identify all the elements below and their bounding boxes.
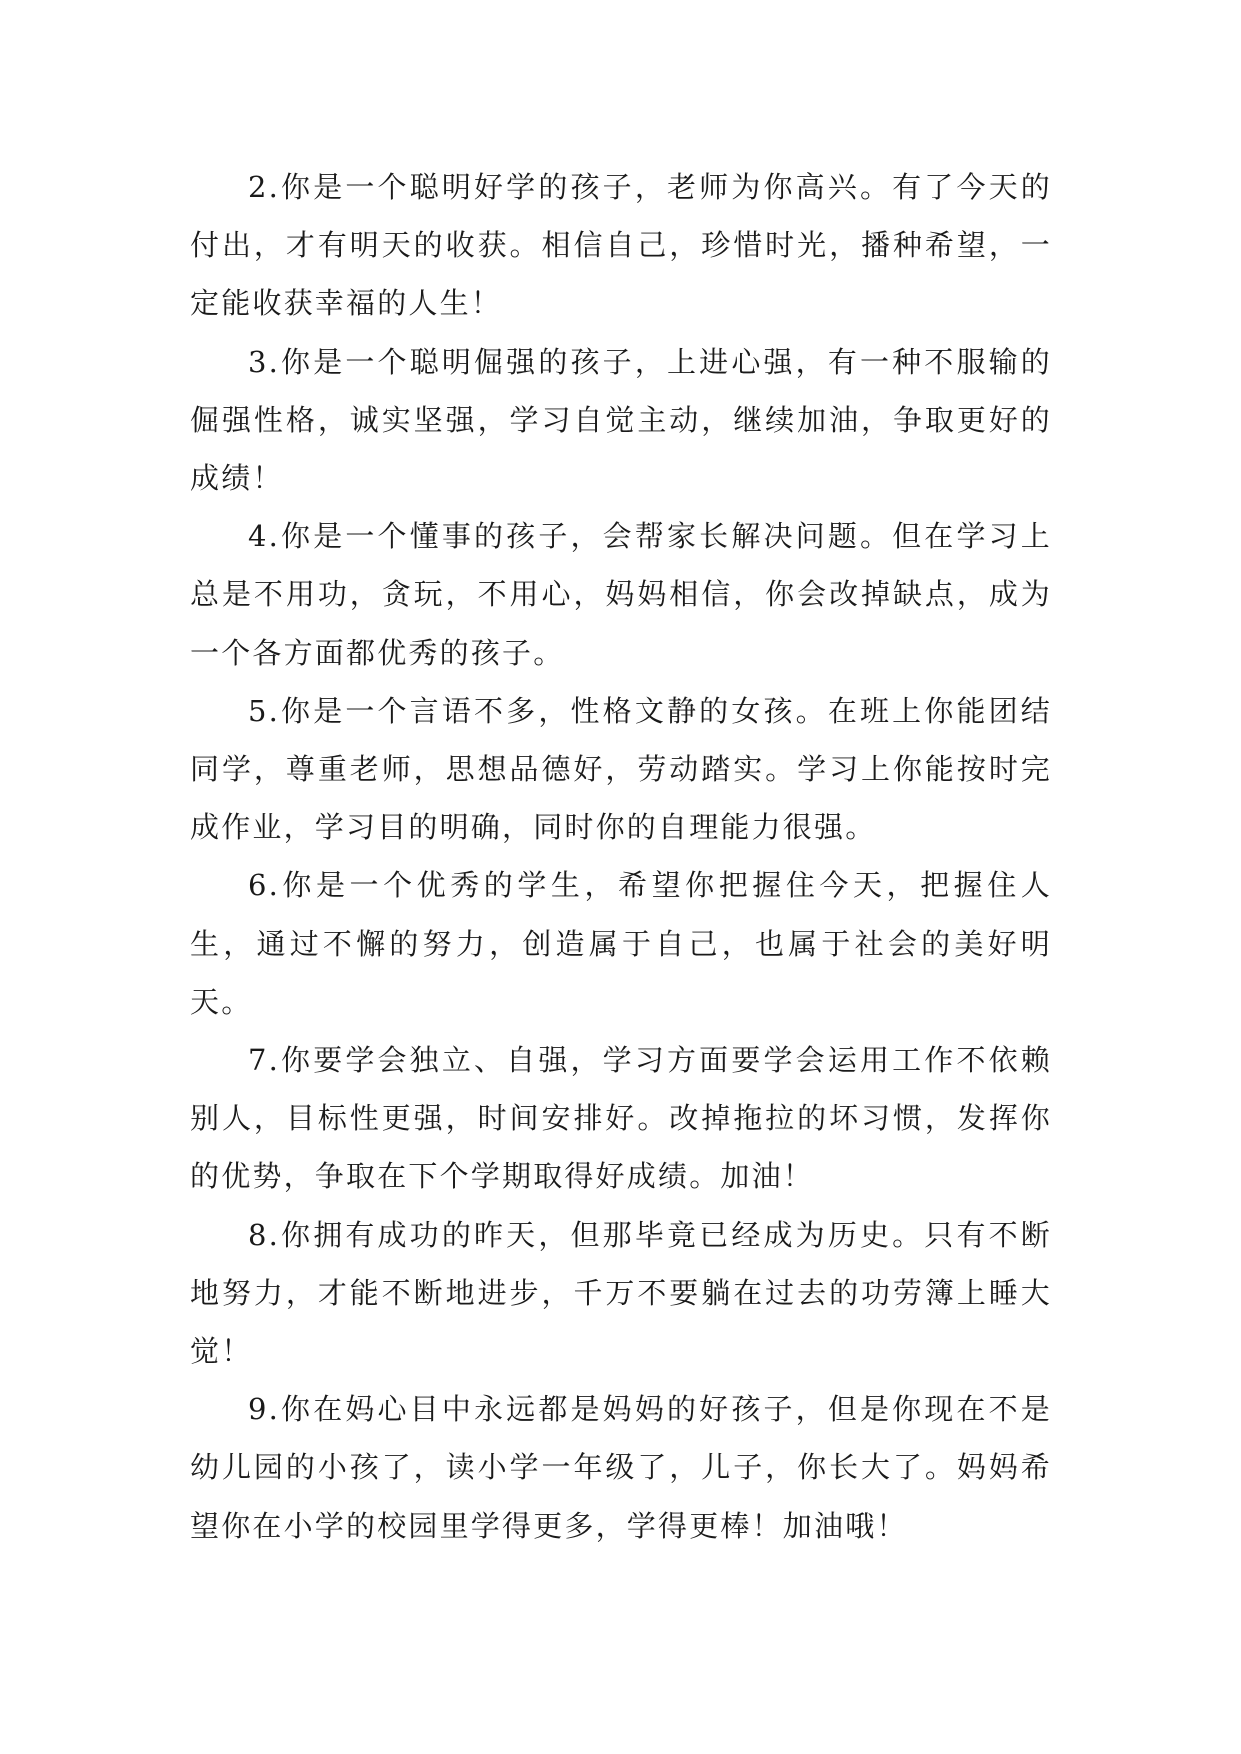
comment-paragraph-5: 5.你是一个言语不多，性格文静的女孩。在班上你能团结同学，尊重老师，思想品德好，劳动踏实。学习上你能按时完成作业，学习目的明确，同时你的自理能力很强。	[190, 693, 1052, 845]
comment-paragraph-7: 7.你要学会独立、自强，学习方面要学会运用工作不依赖别人，目标性更强，时间安排好。改掉拖拉的坏习惯，发挥你的优势，争取在下个学期取得好成绩。加油！	[190, 1043, 1052, 1194]
document-body	[190, 158, 1052, 1555]
comment-paragraph-9: 9.你在妈心目中永远都是妈妈的好孩子，但是你现在不是幼儿园的小孩了，读小学一年级了，儿子，你长大了。妈妈希望你在小学的校园里学得更多，学得更棒！加油哦！	[190, 1392, 1052, 1543]
comment-paragraph-3: 3.你是一个聪明倔强的孩子，上进心强，有一种不服输的倔强性格，诚实坚强，学习自觉主动，继续加油，争取更好的成绩！	[190, 344, 1052, 496]
comment-paragraph-8: 8.你拥有成功的昨天，但那毕竟已经成为历史。只有不断地努力，才能不断地进步，千万不要躺在过去的功劳簿上睡大觉！	[190, 1217, 1052, 1369]
comment-paragraph-4: 4.你是一个懂事的孩子，会帮家长解决问题。但在学习上总是不用功，贪玩，不用心，妈妈相信，你会改掉缺点，成为一个各方面都优秀的孩子。	[190, 519, 1052, 670]
comment-paragraph-2: 2.你是一个聪明好学的孩子，老师为你高兴。有了今天的付出，才有明天的收获。相信自己，珍惜时光，播种希望，一定能收获幸福的人生！	[190, 170, 1052, 321]
comment-paragraph-6: 6.你是一个优秀的学生，希望你把握住今天，把握住人生，通过不懈的努力，创造属于自己，也属于社会的美好明天。	[190, 868, 1052, 1019]
